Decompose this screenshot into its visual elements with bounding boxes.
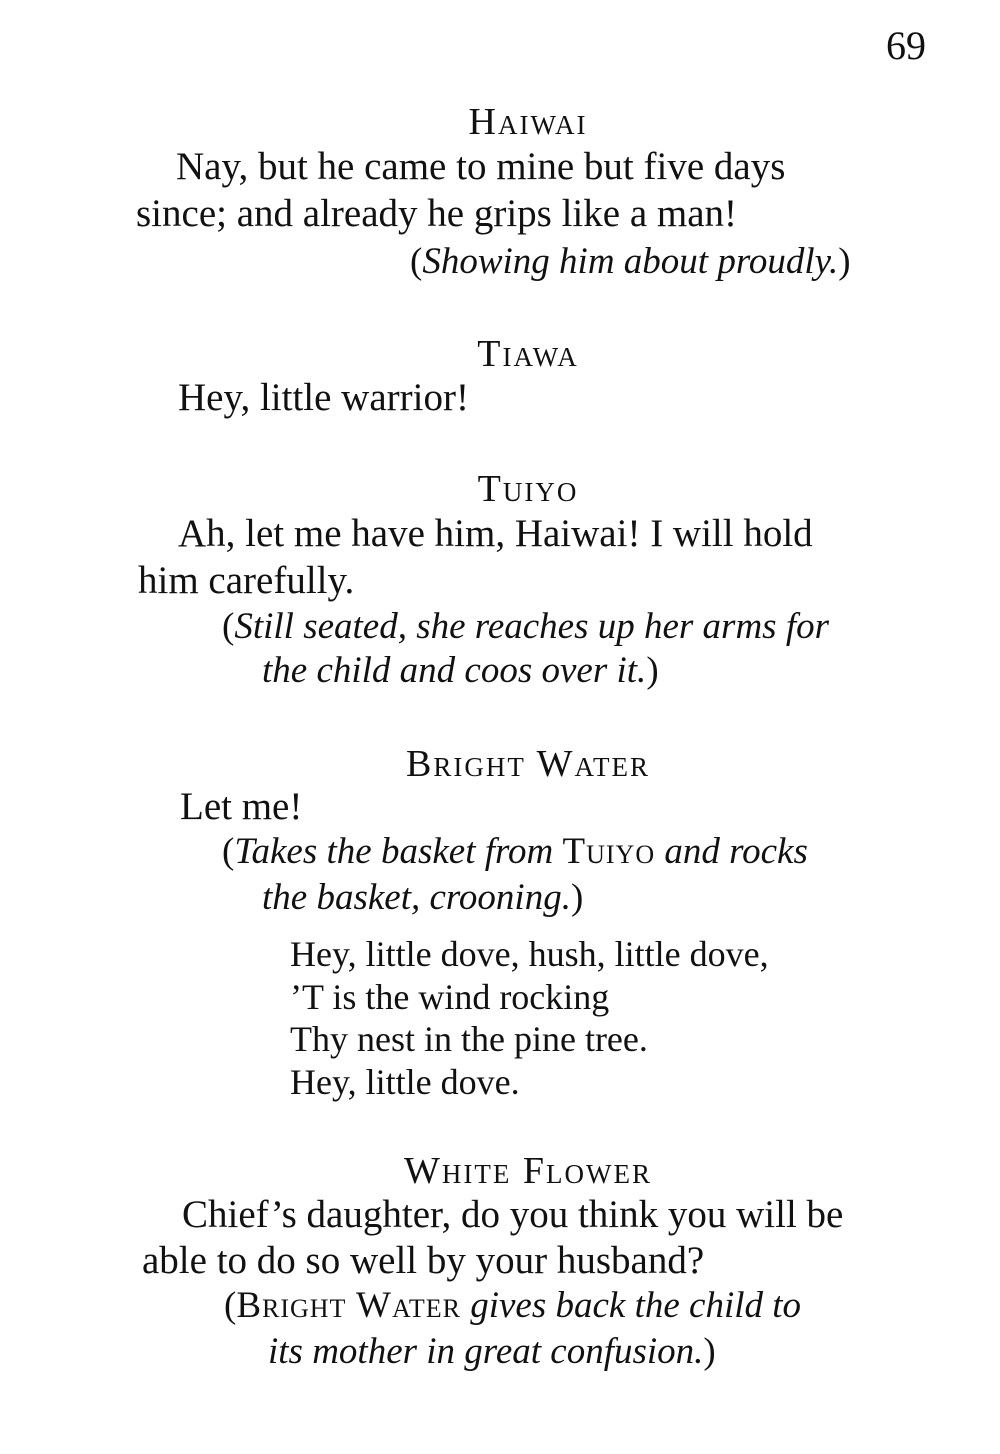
- page-number: 69: [886, 23, 926, 68]
- speaker-white-flower: White Flower: [404, 1150, 652, 1192]
- tuiyo-line-1: Ah, let me have him, Haiwai! I will hold: [178, 512, 813, 555]
- tuiyo-direction-text-1: Still seated, she reaches up her arms for: [234, 606, 830, 647]
- bright-water-stage-direction-1: (Takes the basket from Tuiyo and rocks: [222, 831, 808, 872]
- white-flower-stage-direction-1: (Bright Water gives back the child to: [224, 1285, 802, 1326]
- white-flower-direction-text-2: its mother in great confusion.: [268, 1331, 704, 1372]
- song-line-1: Hey, little dove, hush, little dove,: [290, 934, 769, 974]
- haiwai-direction-text: Showing him about proudly.: [422, 241, 839, 282]
- song-line-4: Hey, little dove.: [290, 1062, 520, 1102]
- bright-water-direction-text-2: the basket, crooning.: [262, 877, 571, 918]
- song-line-3: Thy nest in the pine tree.: [290, 1019, 648, 1059]
- bright-water-line-1: Let me!: [180, 785, 303, 828]
- bright-water-direction-text-1a: Takes the basket from: [234, 831, 554, 872]
- tuiyo-stage-direction-2: the child and coos over it.): [262, 650, 659, 691]
- haiwai-line-2: since; and already he grips like a man!: [136, 192, 738, 235]
- bright-water-direction-text-1b: and rocks: [664, 831, 808, 872]
- white-flower-direction-text-1: gives back the child to: [470, 1285, 802, 1326]
- bright-water-stage-direction-2: the basket, crooning.): [262, 877, 584, 918]
- white-flower-stage-direction-2: its mother in great confusion.): [268, 1331, 716, 1372]
- tuiyo-direction-text-2: the child and coos over it.: [262, 650, 647, 691]
- haiwai-line-1: Nay, but he came to mine but five days: [176, 145, 786, 188]
- tiawa-line-1: Hey, little warrior!: [178, 376, 469, 419]
- tuiyo-line-2: him carefully.: [138, 559, 355, 602]
- speaker-tiawa: Tiawa: [477, 333, 579, 375]
- white-flower-line-2: able to do so well by your husband?: [142, 1239, 705, 1282]
- tuiyo-stage-direction-1: (Still seated, she reaches up her arms for: [222, 606, 830, 647]
- white-flower-line-1: Chief’s daughter, do you think you will be: [182, 1193, 844, 1236]
- speaker-haiwai: Haiwai: [468, 101, 588, 143]
- song-line-2: ’T is the wind rocking: [290, 977, 610, 1017]
- white-flower-direction-name: Bright Water: [236, 1285, 461, 1326]
- speaker-bright-water: Bright Water: [405, 743, 650, 785]
- speaker-tuiyo: Tuiyo: [477, 468, 579, 510]
- haiwai-stage-direction: (Showing him about proudly.): [410, 241, 851, 282]
- bright-water-direction-name: Tuiyo: [562, 831, 656, 872]
